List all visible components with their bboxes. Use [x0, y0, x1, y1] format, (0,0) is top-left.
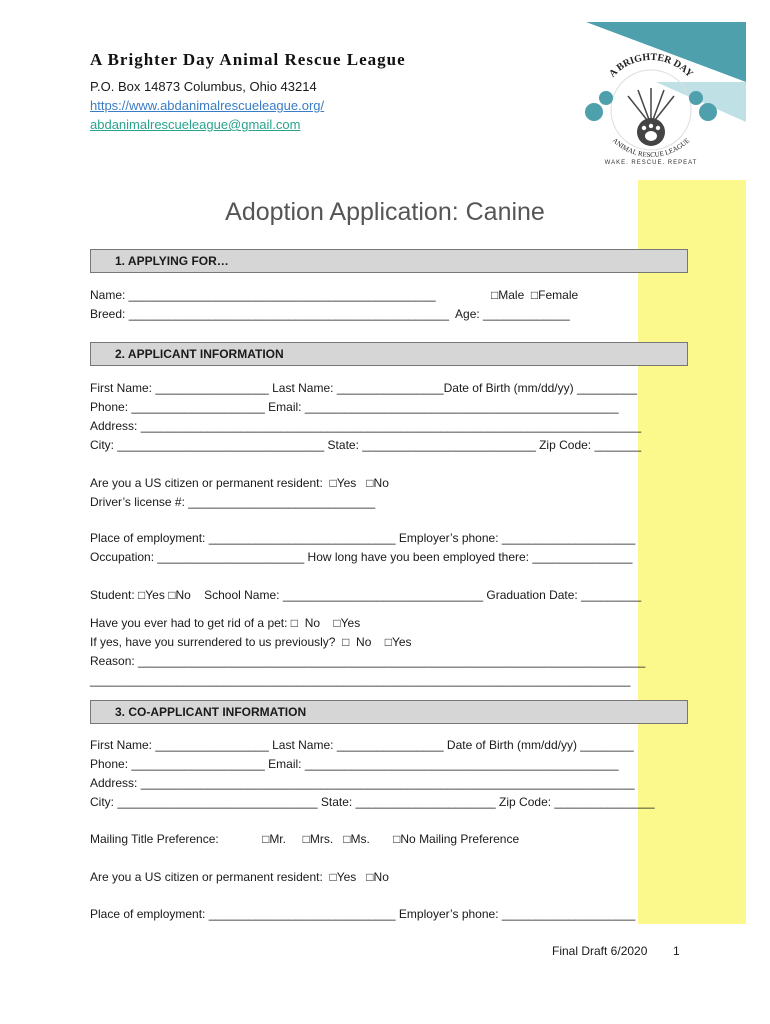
reason-field[interactable]: Reason: ____________________________________________________________________________ — [90, 654, 646, 668]
page-title: Adoption Application: Canine — [225, 198, 545, 226]
website-link[interactable]: https://www.abdanimalrescueleague.org/ — [90, 98, 325, 113]
drivers-license-field[interactable]: Driver’s license #: ____________________________ — [90, 495, 376, 509]
address-field[interactable]: Address: ___________________________________________________________________________ — [90, 419, 642, 433]
reason-continued-field[interactable]: _________________________________________________________________________________ — [90, 673, 631, 687]
co-employment-field[interactable]: Place of employment: ____________________________ Employer’s phone: ____________________ — [90, 907, 636, 921]
co-us-citizen-field[interactable]: Are you a US citizen or permanent resident: □Yes □No — [90, 870, 389, 884]
yellow-highlight-strip — [638, 180, 746, 924]
occupation-field[interactable]: Occupation: ______________________ How long have you been employed there: _______________ — [90, 550, 633, 564]
email-link[interactable]: abdanimalrescueleague@gmail.com — [90, 117, 301, 132]
co-address-field[interactable]: Address: __________________________________________________________________________ — [90, 776, 635, 790]
section-applicant-info — [90, 342, 688, 366]
org-address: P.O. Box 14873 Columbus, Ohio 43214 — [90, 79, 317, 94]
city-state-zip-field[interactable]: City: _______________________________ State: __________________________ Zip Code: _______ — [90, 438, 642, 452]
section-title: 1. APPLYING FOR… — [115, 254, 229, 268]
co-first-name-field[interactable]: First Name: _________________ Last Name: ________________ Date of Birth (mm/dd/yy) ________ — [90, 738, 634, 752]
co-city-state-zip-field[interactable]: City: ______________________________ State: _____________________ Zip Code: _______________ — [90, 795, 655, 809]
draft-label: Final Draft 6/2020 — [552, 944, 648, 958]
svg-text:A BRIGHTER DAY — [607, 52, 695, 80]
section-applying-for — [90, 249, 688, 273]
section-title: 2. APPLICANT INFORMATION — [115, 347, 284, 361]
student-field[interactable]: Student: □Yes □No School Name: ______________________________ Graduation Date: _________ — [90, 588, 642, 602]
org-name: A Brighter Day Animal Rescue League — [90, 50, 406, 69]
logo-top-text: A BRIGHTER DAY — [607, 51, 695, 80]
mailing-title-field[interactable]: Mailing Title Preference: □Mr. □Mrs. □Ms. □No Mailing Preference — [90, 832, 520, 846]
co-phone-email-field[interactable]: Phone: ____________________ Email: _______________________________________________ — [90, 757, 619, 771]
rescue-logo — [576, 40, 726, 170]
rid-pet-field[interactable]: Have you ever had to get rid of a pet: □ No □Yes — [90, 616, 361, 630]
logo-tagline: WAKE. RESCUE. REPEAT — [604, 160, 698, 166]
name-field[interactable]: Name: ______________________________________________ — [90, 288, 436, 302]
surrendered-field[interactable]: If yes, have you surrendered to us previously? □ No □Yes — [90, 635, 412, 649]
section-title: 3. CO-APPLICANT INFORMATION — [115, 705, 307, 719]
logo-bottom-text: ANIMAL RESCUE LEAGUE — [610, 136, 692, 160]
phone-email-field[interactable]: Phone: ____________________ Email: _______________________________________________ — [90, 400, 619, 414]
section-co-applicant-info — [90, 700, 688, 724]
employment-field[interactable]: Place of employment: ____________________________ Employer’s phone: ____________________ — [90, 531, 636, 545]
us-citizen-field[interactable]: Are you a US citizen or permanent resident: □Yes □No — [90, 476, 389, 490]
breed-age-field[interactable]: Breed: ________________________________________________ Age: _____________ — [90, 307, 570, 321]
first-name-field[interactable]: First Name: _________________ Last Name: ________________Date of Birth (mm/dd/yy) _________ — [90, 381, 638, 395]
sex-checkboxes[interactable]: □Male □Female — [491, 288, 579, 302]
page-number: 1 — [673, 944, 680, 958]
